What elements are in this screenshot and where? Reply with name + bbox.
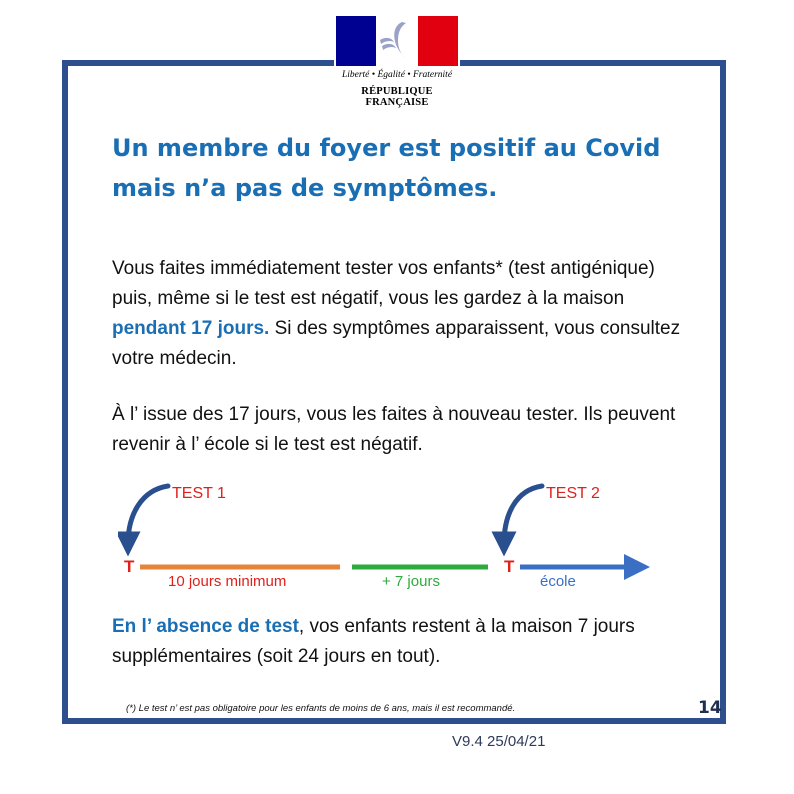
page-title: Un membre du foyer est positif au Covid mais n’a pas de symptômes.: [112, 134, 661, 202]
test2-arrow-icon: [504, 486, 542, 544]
paragraph-text: Si des symptômes apparaissent, vous consultez votre médecin.: [112, 318, 681, 369]
paragraph-text: Vous faites immédiatement tester vos enfants* (test antigénique) puis, même si le test est négatif, vous les gardez à la maison: [112, 258, 655, 309]
footnote: (*) Le test n’ est pas obligatoire pour les enfants de moins de 6 ans, mais il est recommandé.: [126, 703, 516, 714]
ecole-arrow-icon: [624, 554, 650, 580]
segment1-label: 10 jours minimum: [168, 573, 287, 590]
highlight-17-days: pendant 17 jours.: [112, 318, 270, 339]
t-marker-1: T: [124, 557, 135, 576]
paragraph-second-test: À l’ issue des 17 jours, vous les faites à nouveau tester. Ils peuvent revenir à l’ école si le test est négatif.: [112, 404, 676, 455]
paragraph-text: , vos enfants restent à la maison 7 jours supplémentaires (soit 24 jours en tout).: [112, 616, 635, 667]
highlight-no-test: En l’ absence de test: [112, 616, 299, 637]
logo-motto: Liberté • Égalité • Fraternité: [341, 70, 453, 80]
republique-francaise-logo: [334, 14, 460, 108]
paragraph-immediate-test: [112, 254, 692, 374]
page-number: 14: [698, 698, 722, 718]
segment2-label: + 7 jours: [382, 573, 440, 590]
t-marker-2: T: [504, 557, 515, 576]
segment3-label: école: [540, 573, 576, 590]
marianne-flag-icon: [336, 16, 458, 66]
version-stamp: V9.4 25/04/21: [452, 733, 546, 750]
logo-name: RÉPUBLIQUE FRANÇAISE: [361, 86, 433, 108]
test1-arrow-icon: [128, 486, 168, 544]
test-timeline: [118, 476, 658, 596]
test2-label: TEST 2: [546, 485, 600, 502]
paragraph-no-test: [112, 612, 692, 672]
test1-label: TEST 1: [172, 485, 226, 502]
